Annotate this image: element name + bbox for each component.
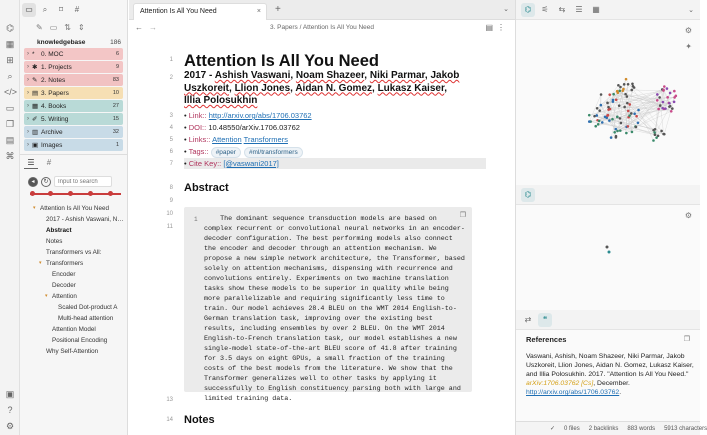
folder-item[interactable] xyxy=(24,48,123,60)
local-graph-node-current[interactable] xyxy=(608,251,611,254)
calendar-icon[interactable]: ▦ xyxy=(592,4,600,14)
folder-item[interactable] xyxy=(24,113,123,125)
folder-label: Images xyxy=(41,141,63,149)
line-number: 13 xyxy=(166,397,173,403)
author-name: Aidan N. Gomez xyxy=(295,82,373,94)
graph-node[interactable] xyxy=(655,136,658,139)
graph-node[interactable] xyxy=(652,139,655,142)
folder-item[interactable] xyxy=(24,139,123,151)
folder-label: 4. Books xyxy=(41,102,67,110)
author-name: Noam Shazeer xyxy=(295,70,365,81)
outline-controls xyxy=(20,170,127,187)
local-graph[interactable] xyxy=(516,205,701,310)
folder-item[interactable] xyxy=(24,126,123,138)
line-number: 3 xyxy=(169,113,173,119)
outline-item[interactable]: 2017 - Ashish Vaswani, N… xyxy=(46,216,124,223)
graph-node[interactable] xyxy=(673,90,676,93)
line-number: 8 xyxy=(169,185,173,191)
vault-icon[interactable]: ▣ xyxy=(5,389,15,399)
property-links: • Links:: Attention Transformers xyxy=(184,135,288,144)
graph-node[interactable] xyxy=(588,114,591,117)
command-icon[interactable]: ⌘ xyxy=(5,151,15,161)
bookmark-icon[interactable]: ⌑ xyxy=(58,5,64,14)
forward-arrow-icon[interactable]: → xyxy=(149,23,157,32)
link-icon[interactable]: ⇆ xyxy=(558,4,566,14)
graph-node[interactable] xyxy=(620,122,623,125)
graph-view-icon[interactable]: ⌬ xyxy=(521,3,535,17)
outline-tabs xyxy=(20,154,127,170)
chevron-right-icon: › xyxy=(27,64,29,70)
graph-node[interactable] xyxy=(608,93,611,96)
graph-node[interactable] xyxy=(625,78,628,81)
book-icon[interactable]: ▤ xyxy=(5,135,15,145)
help-icon[interactable]: ? xyxy=(7,405,13,415)
graph-node[interactable] xyxy=(626,102,629,105)
graph-node[interactable] xyxy=(628,103,631,106)
new-folder-icon[interactable]: ▭ xyxy=(49,22,58,32)
line-number: 10 xyxy=(166,211,173,217)
graph-node[interactable] xyxy=(612,93,615,96)
graph-node[interactable] xyxy=(619,129,622,132)
line-number: 11 xyxy=(166,224,173,230)
graph-node[interactable] xyxy=(666,96,669,99)
graph-node[interactable] xyxy=(637,109,640,112)
line-number: 2 xyxy=(169,75,173,81)
outline-item[interactable]: Transformers vs All: xyxy=(46,249,102,256)
folder-emoji-icon: ✎ xyxy=(32,77,38,84)
settings-icon[interactable]: ⚙ xyxy=(5,421,15,431)
author-name: Illia Polosukhin xyxy=(184,95,258,106)
graph-node[interactable] xyxy=(607,108,610,111)
graph-node[interactable] xyxy=(619,117,622,120)
status-characters: 5913 characters xyxy=(664,425,707,432)
wand-icon[interactable]: ✦ xyxy=(685,42,692,51)
graph-node[interactable] xyxy=(668,102,671,105)
outline-item[interactable]: Attention Model xyxy=(52,326,96,333)
outline-item[interactable]: Decoder xyxy=(52,282,76,289)
graph-node[interactable] xyxy=(613,131,616,134)
tab-title: Attention Is All You Need xyxy=(140,8,217,15)
breadcrumb: 3. Papers / Attention Is All You Need xyxy=(269,24,375,31)
graph-node[interactable] xyxy=(604,115,607,118)
graph-node[interactable] xyxy=(632,85,635,88)
folder-label: 3. Papers xyxy=(41,89,69,97)
status-files: 0 files xyxy=(564,425,580,432)
graph-node[interactable] xyxy=(630,112,633,115)
folder-count: 6 xyxy=(115,51,119,57)
arxiv-link[interactable]: http://arxiv.org/abs/1706.03762 xyxy=(208,111,312,120)
left-sidebar-tabs xyxy=(20,0,127,20)
folder-item[interactable] xyxy=(24,74,123,86)
graph-node[interactable] xyxy=(663,85,666,88)
graph-node[interactable] xyxy=(607,106,610,109)
graph-node[interactable] xyxy=(664,107,667,110)
graph-node[interactable] xyxy=(601,121,604,124)
graph-node[interactable] xyxy=(627,125,630,128)
graph-node[interactable] xyxy=(618,104,621,107)
collapse-arrow-icon[interactable]: ▾ xyxy=(33,205,36,211)
outline-item[interactable]: ▾ Transformers xyxy=(39,260,84,267)
code-line-number: 1 xyxy=(194,216,198,223)
graph-node[interactable] xyxy=(594,125,597,128)
folder-count: 9 xyxy=(115,64,119,70)
folder-emoji-icon: ✐ xyxy=(32,116,38,123)
chevron-right-icon: › xyxy=(27,51,29,57)
outline-search-input[interactable] xyxy=(54,176,112,187)
folder-label: 5. Writing xyxy=(41,115,69,123)
graph-node[interactable] xyxy=(653,131,656,134)
folder-emoji-icon: ✱ xyxy=(32,64,38,71)
chevron-right-icon: › xyxy=(27,142,29,148)
status-backlinks[interactable]: 2 backlinks xyxy=(588,425,619,432)
editor-pane xyxy=(129,0,515,435)
property-doi: • DOI:: 10.48550/arXiv.1706.03762 xyxy=(184,123,300,132)
graph-node[interactable] xyxy=(593,115,596,118)
file-explorer-toolbar xyxy=(20,20,127,34)
terminal-icon[interactable]: ▭ xyxy=(5,103,15,113)
property-cite-key: • Cite Key:: [@vaswani2017] xyxy=(184,158,486,169)
author-name: Ashish Vaswani xyxy=(214,70,291,81)
author-name: Llion Jones xyxy=(234,82,291,94)
collapse-icon[interactable]: ⇕ xyxy=(77,22,85,32)
graph-edge xyxy=(615,91,664,133)
property-link: • Link:: http://arxiv.org/abs/1706.03762 xyxy=(184,111,312,120)
back-arrow-icon[interactable]: ← xyxy=(135,23,143,32)
reference-url[interactable]: http://arxiv.org/abs/1706.03762 xyxy=(526,389,620,396)
graph-node[interactable] xyxy=(608,119,611,122)
graph-node[interactable] xyxy=(621,89,624,92)
template-icon[interactable]: ❐ xyxy=(5,119,15,129)
graph-node[interactable] xyxy=(606,114,609,117)
folder-count: 15 xyxy=(112,116,119,122)
copy-icon[interactable]: ❐ xyxy=(459,212,466,219)
local-graph-icon[interactable]: ⌬ xyxy=(521,188,535,202)
graph-node[interactable] xyxy=(595,114,598,117)
heading-level-slider[interactable] xyxy=(30,191,121,197)
graph-node[interactable] xyxy=(662,89,665,92)
layout-icon[interactable]: ⊞ xyxy=(6,55,14,65)
author-name: Lukasz Kaiser xyxy=(377,82,445,94)
graph-node[interactable] xyxy=(654,128,657,131)
graph-node[interactable] xyxy=(656,99,659,102)
graph-node[interactable] xyxy=(662,101,665,104)
outline-item[interactable]: ▾ Attention xyxy=(45,293,77,300)
graph-node[interactable] xyxy=(614,128,617,131)
folder-emoji-icon: ▥ xyxy=(32,129,39,136)
folder-count: 27 xyxy=(112,103,119,109)
graph-node[interactable] xyxy=(631,131,634,134)
chevron-right-icon: › xyxy=(27,129,29,135)
cite-key-link[interactable]: [@vaswani2017] xyxy=(223,159,279,168)
vault-name: knowledgebase xyxy=(37,39,86,46)
folder-label: Archive xyxy=(41,128,63,136)
reference-entry: Vaswani, Ashish, Noam Shazeer, Niki Parmar, Jakob Uszkoreit, Llion Jones, Aidan N. Gomez, Lukasz Kaiser, and Illia Polosukhin. 2017. "Attention Is All You Need." arXiv:1706.03762 [Cs], December. http://arxiv.org/abs/1706.03762. xyxy=(526,353,694,396)
graph-node[interactable] xyxy=(623,83,626,86)
graph-node[interactable] xyxy=(660,130,663,133)
abstract-code-block xyxy=(184,207,472,403)
vault-count: 186 xyxy=(110,39,121,46)
status-bar xyxy=(516,421,707,435)
graph-node[interactable] xyxy=(654,133,657,136)
chevron-right-icon: › xyxy=(27,90,29,96)
graph-settings-icon[interactable]: ⚙ xyxy=(684,26,692,35)
folder-emoji-icon: * xyxy=(32,50,35,58)
graph-node[interactable] xyxy=(596,107,599,110)
line-number: 6 xyxy=(169,149,173,155)
graph-node[interactable] xyxy=(627,110,630,113)
folder-count: 83 xyxy=(112,77,119,83)
search-icon[interactable]: ⌕ xyxy=(42,5,48,14)
graph-node[interactable] xyxy=(671,107,674,110)
outline-list xyxy=(20,197,127,357)
chevron-right-icon: › xyxy=(27,103,29,109)
tab-attention[interactable] xyxy=(133,3,267,20)
references-tabs xyxy=(516,310,700,330)
folder-count: 1 xyxy=(115,142,119,148)
left-sidebar xyxy=(20,0,128,435)
references-heading: References xyxy=(526,335,567,344)
global-graph[interactable] xyxy=(516,20,701,185)
outline-item[interactable]: Multi-head attention xyxy=(58,315,114,322)
graph-node[interactable] xyxy=(626,95,629,98)
outline-item[interactable]: Encoder xyxy=(52,271,76,278)
sort-icon[interactable]: ⇅ xyxy=(64,22,71,32)
note-title: Attention Is All You Need xyxy=(184,52,379,70)
folder-item[interactable] xyxy=(24,61,123,73)
graph-node[interactable] xyxy=(658,96,661,99)
outline-item[interactable]: Why Self-Attention xyxy=(46,348,99,355)
graph-node[interactable] xyxy=(600,104,603,107)
graph-node[interactable] xyxy=(610,136,613,139)
property-tags: • Tags:: #paper #ml/transformers xyxy=(184,146,306,157)
graph-icon[interactable]: ⌬ xyxy=(6,23,14,33)
outline-item[interactable]: Notes xyxy=(46,238,63,245)
graph-node[interactable] xyxy=(598,109,601,112)
graph-node[interactable] xyxy=(670,110,673,113)
line-number: 7 xyxy=(169,161,173,167)
graph-node[interactable] xyxy=(661,107,664,110)
chevron-down-icon[interactable]: ⌄ xyxy=(503,6,509,13)
global-graph-panel[interactable] xyxy=(516,20,700,185)
graph-node[interactable] xyxy=(673,101,676,104)
properties-icon[interactable]: ⚟ xyxy=(541,4,549,14)
graph-node[interactable] xyxy=(619,86,622,89)
graph-node[interactable] xyxy=(600,93,603,96)
tag-pane-icon[interactable]: # xyxy=(46,157,52,167)
graph-node[interactable] xyxy=(630,89,633,92)
line-number: 9 xyxy=(169,198,173,204)
outline-icon[interactable]: ☰ xyxy=(24,157,38,169)
line-number: 4 xyxy=(169,125,173,131)
collapse-arrow-icon[interactable]: ▾ xyxy=(45,293,48,299)
tag-icon[interactable]: # xyxy=(74,5,80,14)
graph-node[interactable] xyxy=(635,126,638,129)
ribbon xyxy=(0,0,20,435)
status-words: 883 words xyxy=(627,425,656,432)
line-number: 5 xyxy=(169,137,173,143)
graph-node[interactable] xyxy=(633,112,636,115)
link-transformers[interactable]: Transformers xyxy=(243,135,288,144)
graph-node[interactable] xyxy=(623,106,626,109)
tag-ml-transformers[interactable]: #ml/transformers xyxy=(244,147,303,158)
graph-node[interactable] xyxy=(637,121,640,124)
graph-node[interactable] xyxy=(673,96,676,99)
graph-node[interactable] xyxy=(588,120,591,123)
local-graph-node[interactable] xyxy=(606,246,609,249)
graph-node[interactable] xyxy=(616,91,619,94)
folder-label: 1. Projects xyxy=(41,63,72,71)
sync-check-icon[interactable]: ✓ xyxy=(550,426,556,432)
graph-node[interactable] xyxy=(611,118,614,121)
local-graph-tabs xyxy=(516,185,700,205)
collapse-arrow-icon[interactable]: ▾ xyxy=(39,260,42,266)
outline-item[interactable]: Abstract xyxy=(46,227,72,234)
folder-count: 32 xyxy=(112,129,119,135)
folder-count: 10 xyxy=(112,90,119,96)
graph-node[interactable] xyxy=(624,93,627,96)
graph-node[interactable] xyxy=(659,104,662,107)
graph-node[interactable] xyxy=(666,87,669,90)
copy-icon[interactable]: ❐ xyxy=(683,336,690,343)
graph-node[interactable] xyxy=(663,133,666,136)
graph-node[interactable] xyxy=(668,105,671,108)
line-number: 14 xyxy=(166,417,173,423)
folder-emoji-icon: ▦ xyxy=(32,103,39,110)
graph-node[interactable] xyxy=(657,108,660,111)
folder-icon[interactable]: ▭ xyxy=(22,3,36,17)
outline-item[interactable]: Scaled Dot-product A xyxy=(58,304,118,311)
graph-node[interactable] xyxy=(616,116,619,119)
folder-emoji-icon: ▣ xyxy=(32,142,39,149)
collapse-all-icon[interactable]: ◂ xyxy=(28,177,38,187)
nav-header xyxy=(129,20,515,36)
graph-node[interactable] xyxy=(606,102,609,105)
backlinks-icon[interactable]: ⇄ xyxy=(524,314,532,324)
tag-paper[interactable]: #paper xyxy=(211,147,241,158)
right-sidebar-tabs xyxy=(516,0,700,20)
abstract-heading: Abstract xyxy=(184,182,229,194)
graph-node[interactable] xyxy=(669,92,672,95)
vault-header[interactable] xyxy=(20,34,127,48)
graph-node[interactable] xyxy=(618,90,621,93)
search-icon[interactable]: ⌕ xyxy=(7,71,13,81)
new-note-icon[interactable]: ✎ xyxy=(36,22,43,32)
graph-node[interactable] xyxy=(615,98,618,101)
code-icon[interactable]: </> xyxy=(4,87,18,97)
graph-node[interactable] xyxy=(598,120,601,123)
graph-node[interactable] xyxy=(628,114,631,117)
graph-node[interactable] xyxy=(617,84,620,87)
graph-node[interactable] xyxy=(635,115,638,118)
chevron-right-icon: › xyxy=(27,77,29,83)
refresh-icon[interactable]: ↻ xyxy=(41,177,51,187)
close-icon[interactable]: × xyxy=(256,8,261,15)
folder-label: 2. Notes xyxy=(41,76,66,84)
folder-label: 0. MOC xyxy=(41,50,64,58)
doi-text: arXiv:1706.03762 [Cs] xyxy=(526,380,594,387)
view-options-icon[interactable]: ▤⋮ xyxy=(485,23,509,32)
new-tab-icon[interactable]: + xyxy=(275,4,281,15)
folder-emoji-icon: ▤ xyxy=(32,90,39,97)
graph-node[interactable] xyxy=(615,136,618,139)
authors-heading: 2017 - Ashish Vaswani, Noam Shazeer, Niki Parmar, Jakob Uszkoreit, Llion Jones, Aidan N. Gomez, Lukasz Kaiser, Illia Polosukhin xyxy=(184,70,460,106)
graph-node[interactable] xyxy=(631,82,634,85)
graph-node[interactable] xyxy=(627,83,630,86)
author-name: Jakob Uszkoreit xyxy=(184,70,460,94)
graph-node[interactable] xyxy=(656,93,659,96)
line-number: 1 xyxy=(169,57,173,63)
notes-heading: Notes xyxy=(184,414,215,426)
chevron-right-icon: › xyxy=(27,116,29,122)
outline-item[interactable]: Positional Encoding xyxy=(52,337,108,344)
author-name: Niki Parmar xyxy=(369,70,425,81)
chevron-down-icon[interactable]: ⌄ xyxy=(688,6,694,14)
graph-settings-icon[interactable]: ⚙ xyxy=(684,211,692,220)
calendar-icon[interactable]: ▦ xyxy=(5,39,15,49)
graph-node[interactable] xyxy=(612,99,615,102)
right-sidebar xyxy=(515,0,707,435)
graph-node[interactable] xyxy=(616,130,619,133)
abstract-text: The dominant sequence transduction models are based on complex recurrent or convolutional neural networks in an encoder-decoder configuration. The best performing models also connect the encoder and decoder through an attention mechanism. We propose a new simple network architecture, the Transformer, based solely on attention mechanisms, dispensing with recurrence and convolutions entirely. Experiments on two machine translation tasks show these models to be superior in quality while being more parallelizable and requiring significantly less time to train. Our model achieves 28.4 BLEU on the WMT 2014 English-to-German translation task, improving over the existing best results, including ensembles by over 2 BLEU. On the WMT 2014 English-to-French translation task, our model establishes a new single-model state-of-the-art BLEU score of 41.8 after training for 3.5 days on eight GPUs, a small fraction of the training costs of the best models from the literature. We show that the Transformer generalizes well to other tasks by applying it successfully to English constituency parsing both with large and limited training data. xyxy=(204,215,469,403)
list-icon[interactable]: ☰ xyxy=(575,4,583,14)
tab-bar xyxy=(129,0,515,20)
graph-node[interactable] xyxy=(625,132,628,135)
folder-list xyxy=(20,48,127,151)
graph-node[interactable] xyxy=(597,123,600,126)
references-icon[interactable]: ❝ xyxy=(538,313,552,327)
folder-item[interactable] xyxy=(24,87,123,99)
local-graph-panel[interactable] xyxy=(516,205,700,310)
folder-item[interactable] xyxy=(24,100,123,112)
link-attention[interactable]: Attention xyxy=(212,135,242,144)
outline-item[interactable]: ▾ Attention Is All You Need xyxy=(33,205,109,212)
